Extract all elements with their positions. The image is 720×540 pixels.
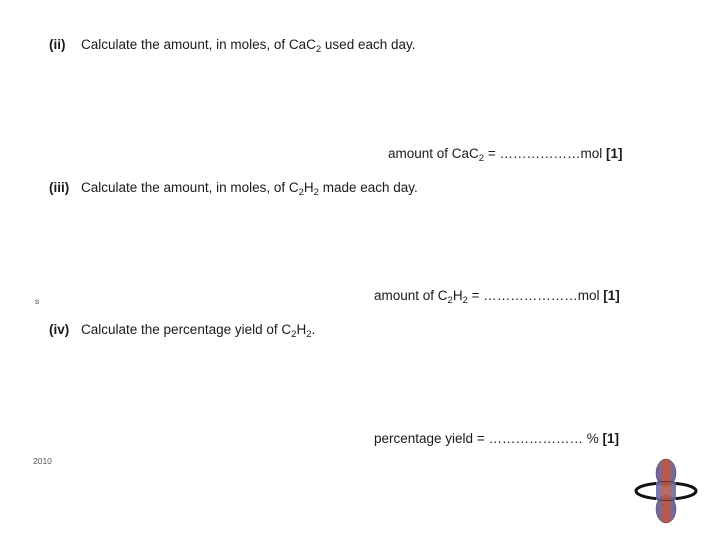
question-text-part: Calculate the amount, in moles, of CaC (81, 37, 316, 52)
question-number: (iv) (49, 322, 70, 337)
subscript: 2 (478, 153, 485, 164)
stray-mark: s (35, 296, 40, 306)
answer-dots: = …………………mol (467, 288, 600, 303)
answer-label: amount of C (374, 288, 448, 303)
question-number: (iii) (49, 180, 70, 195)
answer-line (374, 288, 620, 306)
answer-line (388, 146, 623, 164)
answer-label: H (452, 288, 463, 303)
subscript: 2 (315, 44, 322, 55)
question-number: (ii) (49, 37, 66, 52)
question-text (81, 322, 316, 340)
marks-label: [1] (602, 431, 619, 446)
subscript: 2 (291, 329, 297, 340)
question-text-part: Calculate the amount, in moles, of C (81, 180, 299, 195)
question-text-part: made each day. (318, 180, 418, 195)
marks-label: [1] (603, 288, 620, 303)
answer-label: amount of CaC (388, 146, 479, 161)
subscript: 2 (313, 187, 319, 198)
question-text-part: H (303, 180, 314, 195)
answer-label: percentage yield = ………………… % (374, 431, 599, 446)
question-text-part: . (311, 322, 316, 337)
subscript: 2 (462, 295, 468, 306)
question-text-part: H (296, 322, 307, 337)
question-text (81, 180, 418, 198)
subscript: 2 (447, 295, 453, 306)
question-text (81, 37, 416, 55)
answer-dots: = ………………mol (484, 146, 603, 161)
subscript: 2 (306, 329, 312, 340)
answer-line (374, 431, 619, 446)
subscript: 2 (298, 187, 304, 198)
footer-year-fragment: 2010 (33, 456, 52, 466)
question-text-part: used each day. (321, 37, 416, 52)
marks-label: [1] (606, 146, 623, 161)
d-orbital-icon (630, 456, 700, 526)
question-text-part: Calculate the percentage yield of C (81, 322, 292, 337)
